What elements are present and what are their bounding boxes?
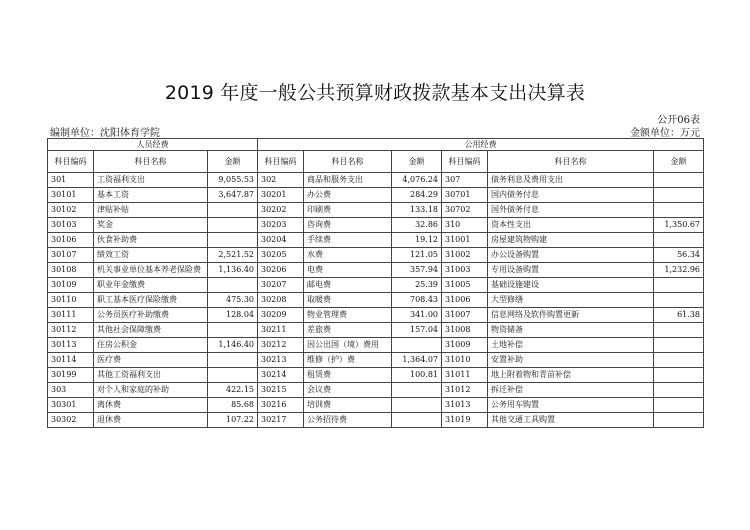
cell-amount — [654, 293, 704, 308]
cell-code: 31008 — [442, 323, 488, 338]
header-code: 科目编码 — [48, 151, 94, 173]
cell-name: 国内债务付息 — [488, 188, 654, 203]
cell-code: 30110 — [48, 293, 94, 308]
cell-name: 医疗费 — [94, 353, 208, 368]
cell-name: 手续费 — [304, 233, 392, 248]
cell-name: 安置补助 — [488, 353, 654, 368]
cell-code: 30109 — [48, 278, 94, 293]
cell-code: 31003 — [442, 263, 488, 278]
cell-code: 30101 — [48, 188, 94, 203]
cell-name: 其他交通工具购置 — [488, 413, 654, 428]
cell-name: 工资福利支出 — [94, 173, 208, 188]
header-name: 科目名称 — [94, 151, 208, 173]
cell-amount: 25.39 — [392, 278, 442, 293]
cell-amount — [654, 368, 704, 383]
cell-code: 310 — [442, 218, 488, 233]
table-row — [48, 293, 704, 308]
page-title: 2019 年度一般公共预算财政拨款基本支出决算表 — [164, 82, 586, 104]
cell-code: 30701 — [442, 188, 488, 203]
cell-amount: 121.05 — [392, 248, 442, 263]
cell-code: 30201 — [258, 188, 304, 203]
cell-code: 30107 — [48, 248, 94, 263]
cell-name: 基本工资 — [94, 188, 208, 203]
cell-amount — [654, 338, 704, 353]
cell-amount — [208, 323, 258, 338]
cell-name: 职工基本医疗保险缴费 — [94, 293, 208, 308]
cell-amount: 1,232.96 — [654, 263, 704, 278]
cell-code: 30211 — [258, 323, 304, 338]
cell-name: 债务利息及费用支出 — [488, 173, 654, 188]
header-code: 科目编码 — [442, 151, 488, 173]
cell-code: 30202 — [258, 203, 304, 218]
header-name: 科目名称 — [488, 151, 654, 173]
cell-code: 30112 — [48, 323, 94, 338]
cell-name: 住房公积金 — [94, 338, 208, 353]
cell-amount — [208, 353, 258, 368]
table-row — [48, 413, 704, 428]
cell-amount — [208, 278, 258, 293]
table-row — [48, 383, 704, 398]
cell-amount: 1,364.07 — [392, 353, 442, 368]
cell-name: 因公出国（境）费用 — [304, 338, 392, 353]
cell-name: 伙食补助费 — [94, 233, 208, 248]
cell-name: 职业年金缴费 — [94, 278, 208, 293]
section-personnel: 人员经费 — [48, 139, 258, 151]
money-unit: 金额单位：万元 — [630, 128, 700, 139]
cell-amount: 1,136.40 — [208, 263, 258, 278]
cell-amount: 157.04 — [392, 323, 442, 338]
cell-code: 31011 — [442, 368, 488, 383]
table-row — [48, 263, 704, 278]
cell-name: 电费 — [304, 263, 392, 278]
cell-amount: 32.86 — [392, 218, 442, 233]
budget-table — [47, 138, 704, 428]
cell-code: 30215 — [258, 383, 304, 398]
cell-code: 30209 — [258, 308, 304, 323]
cell-code: 30199 — [48, 368, 94, 383]
cell-amount: 1,146.40 — [208, 338, 258, 353]
cell-amount — [654, 188, 704, 203]
cell-amount — [392, 383, 442, 398]
cell-amount — [654, 353, 704, 368]
cell-amount: 133.18 — [392, 203, 442, 218]
cell-code: 301 — [48, 173, 94, 188]
cell-name: 大型修缮 — [488, 293, 654, 308]
cell-amount: 708.43 — [392, 293, 442, 308]
cell-name: 奖金 — [94, 218, 208, 233]
cell-code: 30212 — [258, 338, 304, 353]
cell-code: 30205 — [258, 248, 304, 263]
cell-amount: 107.22 — [208, 413, 258, 428]
header-name: 科目名称 — [304, 151, 392, 173]
cell-code: 30214 — [258, 368, 304, 383]
cell-name: 印刷费 — [304, 203, 392, 218]
cell-amount — [654, 233, 704, 248]
table-row — [48, 248, 704, 263]
cell-code: 31001 — [442, 233, 488, 248]
cell-code: 31006 — [442, 293, 488, 308]
cell-amount: 61.38 — [654, 308, 704, 323]
header-amount: 金额 — [208, 151, 258, 173]
cell-amount — [208, 368, 258, 383]
cell-code: 30106 — [48, 233, 94, 248]
cell-code: 31019 — [442, 413, 488, 428]
cell-name: 办公设备购置 — [488, 248, 654, 263]
cell-code: 31012 — [442, 383, 488, 398]
cell-name: 拆迁补偿 — [488, 383, 654, 398]
cell-code: 30204 — [258, 233, 304, 248]
cell-code: 302 — [258, 173, 304, 188]
cell-name: 津贴补贴 — [94, 203, 208, 218]
cell-name: 公务员医疗补助缴费 — [94, 308, 208, 323]
cell-code: 30108 — [48, 263, 94, 278]
cell-name: 公务用车购置 — [488, 398, 654, 413]
table-row — [48, 368, 704, 383]
cell-amount: 4,076.24 — [392, 173, 442, 188]
cell-amount: 128.04 — [208, 308, 258, 323]
section-header-row — [48, 139, 704, 151]
cell-name: 地上附着物和青苗补偿 — [488, 368, 654, 383]
cell-name: 机关事业单位基本养老保险费 — [94, 263, 208, 278]
table-row — [48, 278, 704, 293]
cell-code: 30206 — [258, 263, 304, 278]
header-amount: 金额 — [654, 151, 704, 173]
cell-name: 维修（护）费 — [304, 353, 392, 368]
cell-name: 国外债务付息 — [488, 203, 654, 218]
cell-name: 绩效工资 — [94, 248, 208, 263]
cell-code: 31010 — [442, 353, 488, 368]
cell-code: 30208 — [258, 293, 304, 308]
table-row — [48, 203, 704, 218]
cell-name: 公务招待费 — [304, 413, 392, 428]
cell-amount: 56.34 — [654, 248, 704, 263]
cell-code: 31002 — [442, 248, 488, 263]
cell-name: 对个人和家庭的补助 — [94, 383, 208, 398]
cell-amount — [208, 233, 258, 248]
cell-code: 30207 — [258, 278, 304, 293]
cell-code: 30216 — [258, 398, 304, 413]
cell-name: 物业管理费 — [304, 308, 392, 323]
table-row — [48, 218, 704, 233]
cell-name: 其他工资福利支出 — [94, 368, 208, 383]
cell-name: 离休费 — [94, 398, 208, 413]
cell-name: 租赁费 — [304, 368, 392, 383]
cell-amount: 19.12 — [392, 233, 442, 248]
cell-name: 专用设备购置 — [488, 263, 654, 278]
cell-amount — [654, 413, 704, 428]
table-row — [48, 398, 704, 413]
cell-code: 30114 — [48, 353, 94, 368]
column-header-row — [48, 151, 704, 173]
cell-code: 31013 — [442, 398, 488, 413]
header-amount: 金额 — [392, 151, 442, 173]
cell-name: 商品和服务支出 — [304, 173, 392, 188]
cell-amount: 1,350.67 — [654, 218, 704, 233]
cell-name: 信息网络及软件购置更新 — [488, 308, 654, 323]
table-row — [48, 323, 704, 338]
cell-amount: 2,521.52 — [208, 248, 258, 263]
cell-name: 物资储备 — [488, 323, 654, 338]
table-row — [48, 353, 704, 368]
cell-code: 30217 — [258, 413, 304, 428]
cell-amount: 357.94 — [392, 263, 442, 278]
cell-code: 307 — [442, 173, 488, 188]
cell-name: 基础设施建设 — [488, 278, 654, 293]
cell-amount: 475.30 — [208, 293, 258, 308]
cell-code: 30213 — [258, 353, 304, 368]
cell-code: 31007 — [442, 308, 488, 323]
cell-code: 30113 — [48, 338, 94, 353]
cell-amount: 3,647.87 — [208, 188, 258, 203]
cell-name: 培训费 — [304, 398, 392, 413]
cell-code: 30702 — [442, 203, 488, 218]
cell-amount — [654, 278, 704, 293]
cell-name: 办公费 — [304, 188, 392, 203]
cell-amount: 422.15 — [208, 383, 258, 398]
cell-amount: 9,055.53 — [208, 173, 258, 188]
cell-code: 303 — [48, 383, 94, 398]
cell-code: 30102 — [48, 203, 94, 218]
cell-amount — [392, 398, 442, 413]
cell-amount — [654, 323, 704, 338]
cell-code: 30203 — [258, 218, 304, 233]
cell-name: 土地补偿 — [488, 338, 654, 353]
reporting-unit: 编制单位：沈阳体育学院 — [50, 128, 160, 139]
cell-amount: 284.29 — [392, 188, 442, 203]
table-row — [48, 188, 704, 203]
cell-code: 30111 — [48, 308, 94, 323]
header-code: 科目编码 — [258, 151, 304, 173]
cell-amount — [654, 383, 704, 398]
cell-amount: 100.81 — [392, 368, 442, 383]
cell-amount — [392, 413, 442, 428]
cell-name: 咨询费 — [304, 218, 392, 233]
table-row — [48, 308, 704, 323]
cell-name: 其他社会保障缴费 — [94, 323, 208, 338]
cell-amount — [654, 203, 704, 218]
cell-name: 资本性支出 — [488, 218, 654, 233]
form-number: 公开06表 — [657, 115, 700, 126]
cell-code: 30301 — [48, 398, 94, 413]
cell-name: 房屋建筑物购建 — [488, 233, 654, 248]
cell-code: 30302 — [48, 413, 94, 428]
cell-name: 水费 — [304, 248, 392, 263]
section-public: 公用经费 — [258, 139, 704, 151]
table-row — [48, 233, 704, 248]
cell-amount — [392, 338, 442, 353]
cell-amount — [208, 203, 258, 218]
cell-name: 差旅费 — [304, 323, 392, 338]
cell-code: 31009 — [442, 338, 488, 353]
table-row — [48, 338, 704, 353]
cell-name: 退休费 — [94, 413, 208, 428]
cell-code: 31005 — [442, 278, 488, 293]
cell-amount — [208, 218, 258, 233]
cell-code: 30103 — [48, 218, 94, 233]
cell-name: 邮电费 — [304, 278, 392, 293]
cell-amount — [654, 398, 704, 413]
cell-name: 会议费 — [304, 383, 392, 398]
cell-amount — [654, 173, 704, 188]
table-row — [48, 173, 704, 188]
cell-amount: 341.00 — [392, 308, 442, 323]
cell-amount: 85.68 — [208, 398, 258, 413]
cell-name: 取暖费 — [304, 293, 392, 308]
